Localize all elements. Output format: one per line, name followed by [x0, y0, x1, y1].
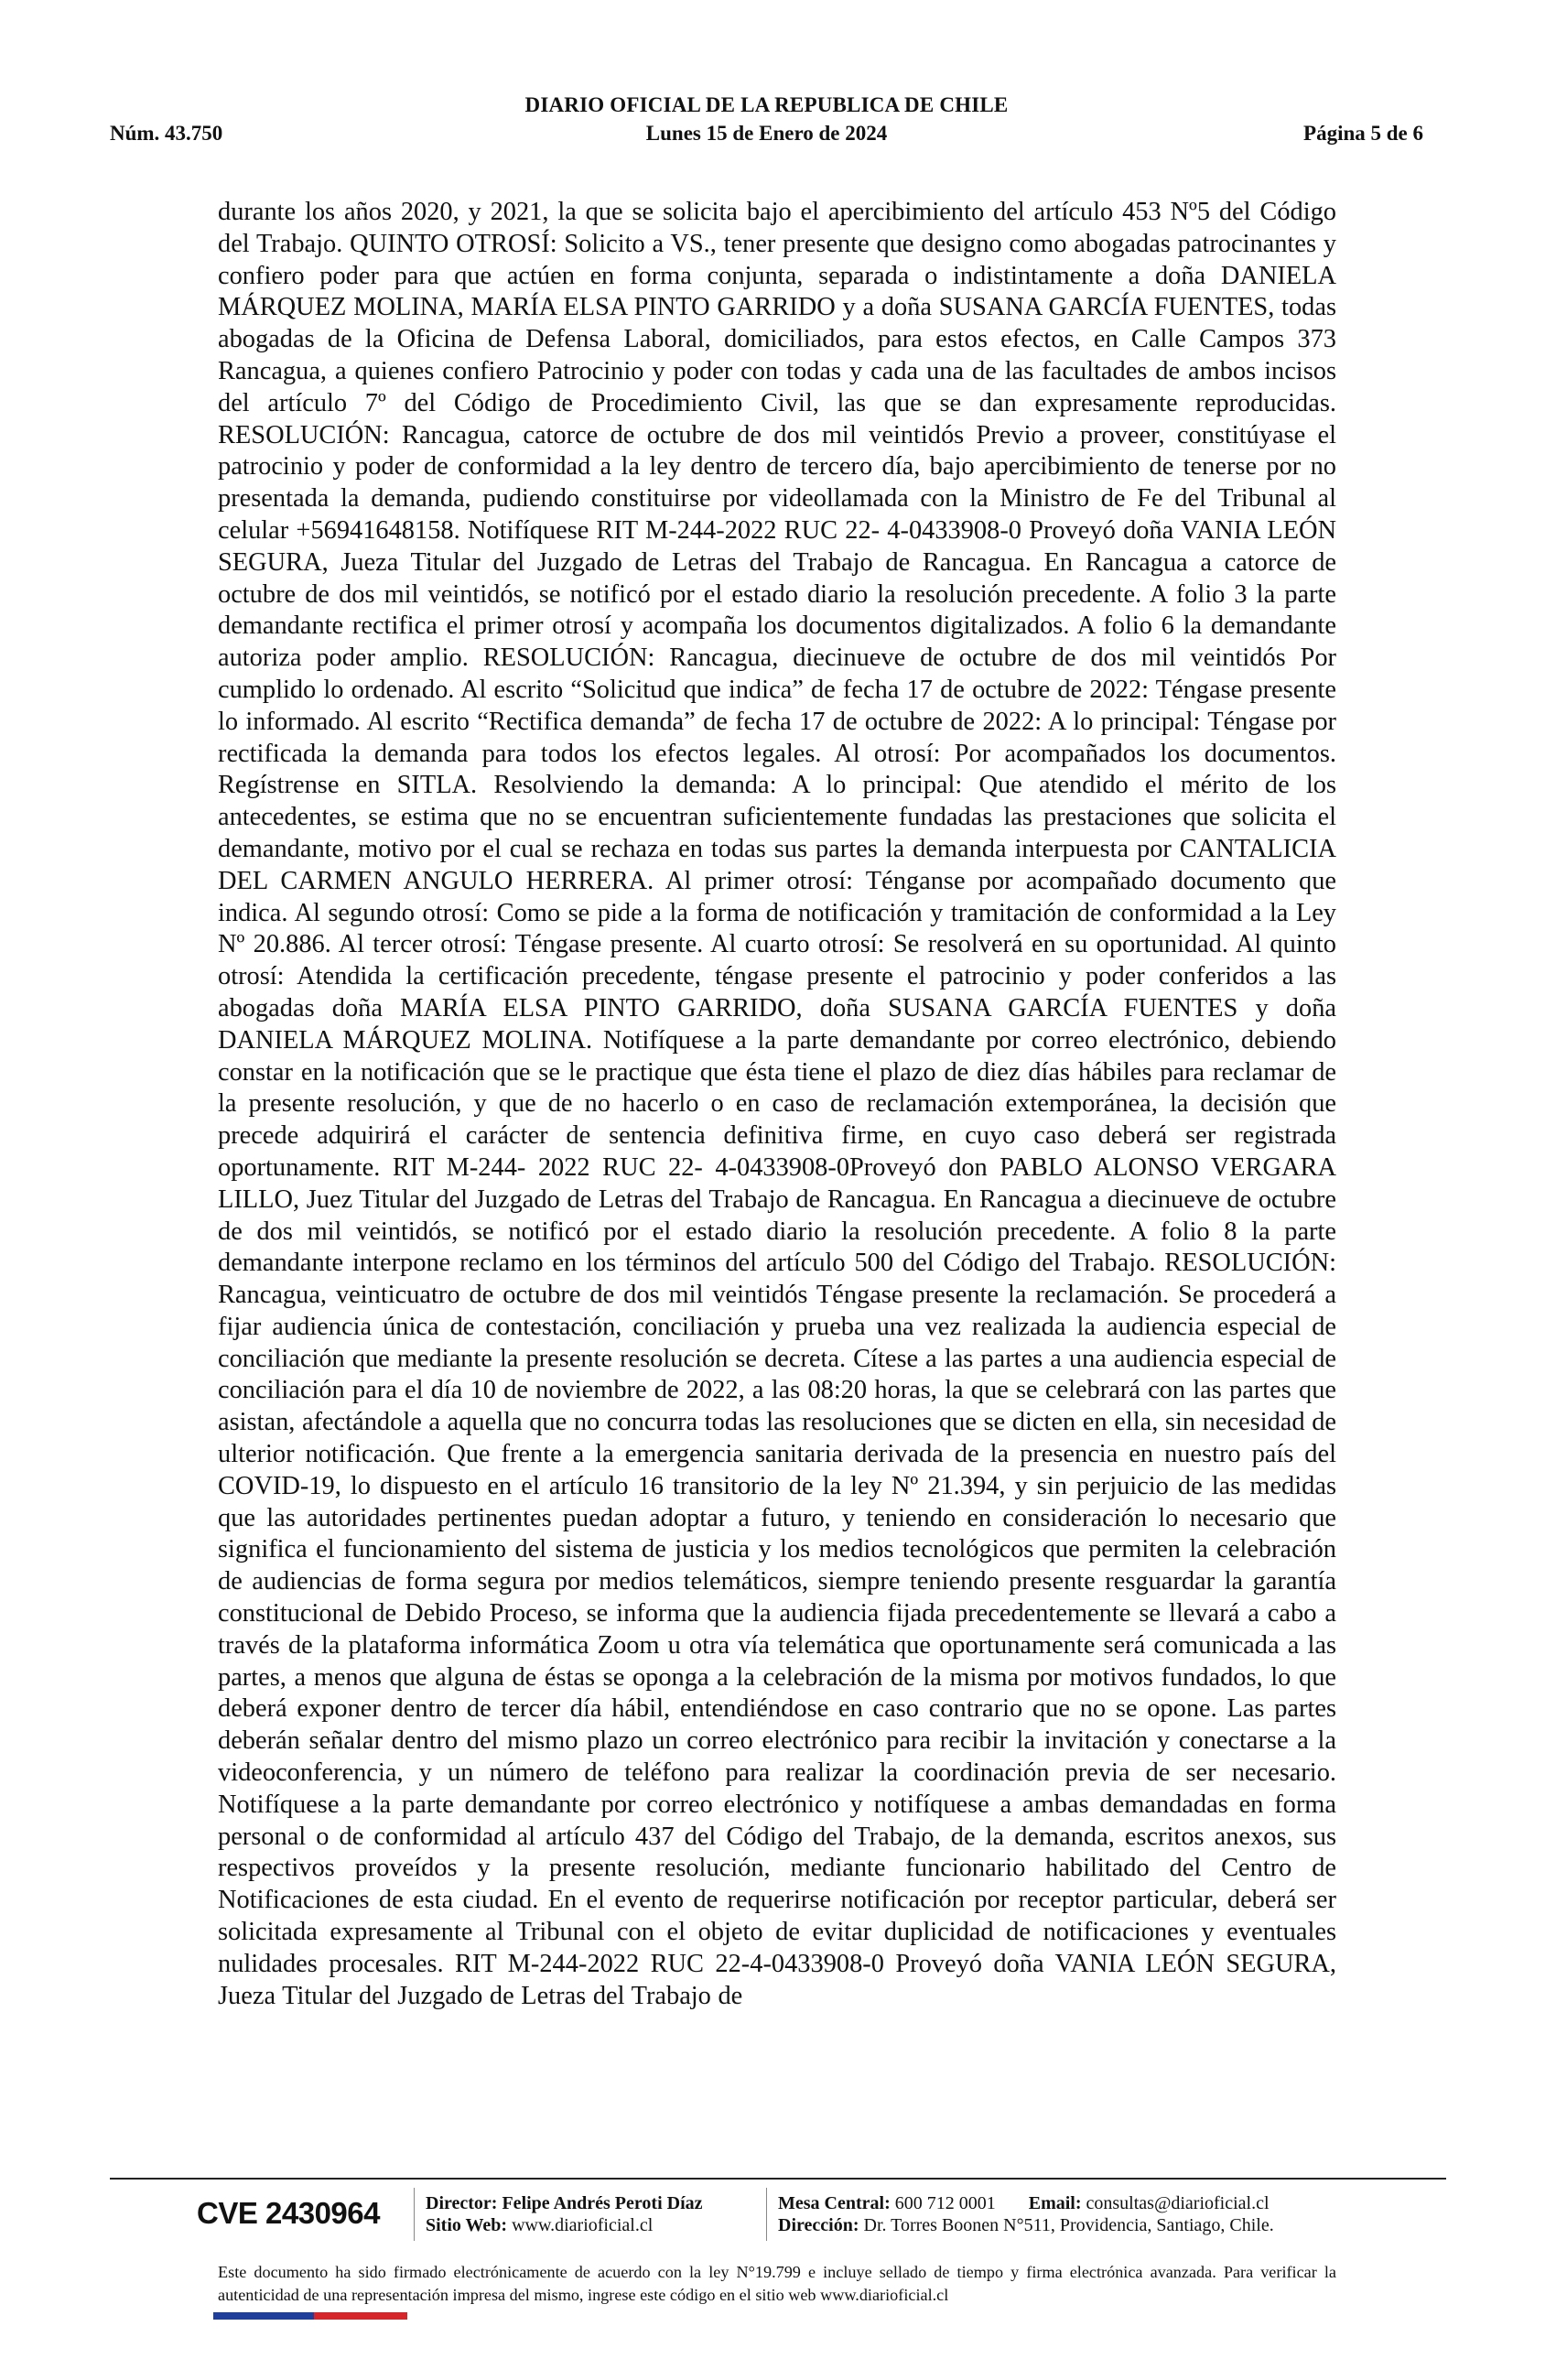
- issue-date: Lunes 15 de Enero de 2024: [645, 122, 888, 145]
- email-label: Email:: [1028, 2193, 1082, 2213]
- signature-disclaimer: Este documento ha sido firmado electrónicamente de acuerdo con la ley N°19.799 e incluye sellado de tiempo y firma electrónica avanzada. Para verificar la autenticidad de una representación impresa del mismo, ingrese este código en el sitio web www.diarioficial.cl: [218, 2263, 1336, 2304]
- director-line: [426, 2192, 703, 2214]
- page-header: [110, 92, 1423, 156]
- director-name: Felipe Andrés Peroti Díaz: [502, 2193, 703, 2213]
- footer-separator: [414, 2188, 415, 2241]
- phone-email-line: [778, 2192, 1274, 2214]
- cve-code: CVE 2430964: [197, 2196, 380, 2230]
- issue-number: Núm. 43.750: [110, 122, 223, 145]
- website-label: Sitio Web:: [426, 2215, 508, 2235]
- phone-number: 600 712 0001: [894, 2193, 996, 2213]
- flag-stripe: [213, 2312, 407, 2320]
- phone-label: Mesa Central:: [778, 2193, 891, 2213]
- director-label: Director:: [426, 2193, 498, 2213]
- footer-contact-left: [426, 2192, 703, 2236]
- flag-blue-segment: [213, 2312, 314, 2320]
- footer-separator: [766, 2188, 767, 2241]
- website-line: [426, 2214, 703, 2236]
- address-value: Dr. Torres Boonen N°511, Providencia, Santiago, Chile.: [863, 2215, 1274, 2235]
- page-indicator: Página 5 de 6: [1303, 122, 1423, 145]
- body-paragraph: durante los años 2020, y 2021, la que se solicita bajo el apercibimiento del artículo 453 Nº5 del Código del Trabajo. QUINTO OTROSÍ: Solicito a VS., tener presente que designo como abogadas patrocinantes y confiero poder para que actúen en forma conjunta, separada o indistintamente a doña DANIELA MÁRQUEZ MOLINA, MARÍA ELSA PINTO GARRIDO y a doña SUSANA GARCÍA FUENTES, todas abogadas de la Oficina de Defensa Laboral, domiciliados, para estos efectos, en Calle Campos 373 Rancagua, a quienes confiero Patrocinio y poder con todas y cada una de las facultades de ambos incisos del artículo 7º del Código de Procedimiento Civil, las que se dan expresamente reproducidas. RESOLUCIÓN: Rancagua, catorce de octubre de dos mil veintidós Previo a proveer, constitúyase el patrocinio y poder de conformidad a la ley dentro de tercero día, bajo apercibimiento de tenerse por no presentada la demanda, pudiendo constituirse por videollamada con la Ministro de Fe del Tribunal al celular +56941648158. Notifíquese RIT M-244-2022 RUC 22- 4-0433908-0 Proveyó doña VANIA LEÓN SEGURA, Jueza Titular del Juzgado de Letras del Trabajo de Rancagua. En Rancagua a catorce de octubre de dos mil veintidós, se notificó por el estado diario la resolución precedente. A folio 3 la parte demandante rectifica el primer otrosí y acompaña los documentos digitalizados. A folio 6 la demandante autoriza poder amplio. RESOLUCIÓN: Rancagua, diecinueve de octubre de dos mil veintidós Por cumplido lo ordenado. Al escrito “Solicitud que indica” de fecha 17 de octubre de 2022: Téngase presente lo informado. Al escrito “Rectifica demanda” de fecha 17 de octubre de 2022: A lo principal: Téngase por rectificada la demanda para todos los efectos legales. Al otrosí: Por acompañados los documentos. Regístrense en SITLA. Resolviendo la demanda: A lo principal: Que atendido el mérito de los antecedentes, se estima que no se encuentran suficientemente fundadas las prestaciones que solicita el demandante, motivo por el cual se rechaza en todas sus partes la demanda interpuesta por CANTALICIA DEL CARMEN ANGULO HERRERA. Al primer otrosí: Ténganse por acompañado documento que indica. Al segundo otrosí: Como se pide a la forma de notificación y tramitación de conformidad a la Ley Nº 20.886. Al tercer otrosí: Téngase presente. Al cuarto otrosí: Se resolverá en su oportunidad. Al quinto otrosí: Atendida la certificación precedente, téngase presente el patrocinio y poder conferidos a las abogadas doña MARÍA ELSA PINTO GARRIDO, doña SUSANA GARCÍA FUENTES y doña DANIELA MÁRQUEZ MOLINA. Notifíquese a la parte demandante por correo electrónico, debiendo constar en la notificación que se le practique que ésta tiene el plazo de diez días hábiles para reclamar de la presente resolución, y que de no hacerlo o en caso de reclamación extemporánea, la decisión que precede adquirirá el carácter de sentencia definitiva firme, en cuyo caso deberá ser registrada oportunamente. RIT M-244- 2022 RUC 22- 4-0433908-0Proveyó don PABLO ALONSO VERGARA LILLO, Juez Titular del Juzgado de Letras del Trabajo de Rancagua. En Rancagua a diecinueve de octubre de dos mil veintidós, se notificó por el estado diario la resolución precedente. A folio 8 la parte demandante interpone reclamo en los términos del artículo 500 del Código del Trabajo. RESOLUCIÓN: Rancagua, veinticuatro de octubre de dos mil veintidós Téngase presente la reclamación. Se procederá a fijar audiencia única de contestación, conciliación y prueba una vez realizada la audiencia especial de conciliación que mediante la presente resolución se decreta. Cítese a las partes a una audiencia especial de conciliación para el día 10 de noviembre de 2022, a las 08:20 horas, la que se celebrará con las partes que asistan, afectándole a aquella que no concurra todas las resoluciones que se dicten en ella, sin necesidad de ulterior notificación. Que frente a la emergencia sanitaria derivada de la presencia en nuestro país del COVID-19, lo dispuesto en el artículo 16 transitorio de la ley Nº 21.394, y sin perjuicio de las medidas que las autoridades pertinentes puedan adoptar a futuro, y teniendo en consideración lo necesario que significa el funcionamiento del sistema de justicia y los medios tecnológicos que permiten la celebración de audiencias de forma segura por medios telemáticos, siempre teniendo presente resguardar la garantía constitucional de Debido Proceso, se informa que la audiencia fijada precedentemente se llevará a cabo a través de la plataforma informática Zoom u otra vía telemática que oportunamente será comunicada a las partes, a menos que alguna de éstas se oponga a la celebración de la misma por motivos fundados, lo que deberá exponer dentro de tercer día hábil, entendiéndose en caso contrario que no se opone. Las partes deberán señalar dentro del mismo plazo un correo electrónico para recibir la invitación y conectarse a la videoconferencia, y un número de teléfono para realizar la coordinación previa de ser necesario. Notifíquese a la parte demandante por correo electrónico y notifíquese a ambas demandadas en forma personal o de conformidad al artículo 437 del Código del Trabajo, de la demanda, escritos anexos, sus respectivos proveídos y la presente resolución, mediante funcionario habilitado del Centro de Notificaciones de esta ciudad. En el evento de requerirse notificación por receptor particular, deberá ser solicitada expresamente al Tribunal con el objeto de evitar duplicidad de notificaciones y eventuales nulidades procesales. RIT M-244-2022 RUC 22-4-0433908-0 Proveyó doña VANIA LEÓN SEGURA, Jueza Titular del Juzgado de Letras del Trabajo de: [218, 198, 1336, 2010]
- flag-red-segment: [314, 2312, 407, 2320]
- address-label: Dirección:: [778, 2215, 859, 2235]
- website-link[interactable]: www.diarioficial.cl: [512, 2215, 654, 2235]
- email-link[interactable]: consultas@diarioficial.cl: [1086, 2193, 1270, 2213]
- footer-contact-right: [778, 2192, 1274, 2236]
- footer-divider: [110, 2178, 1446, 2180]
- publication-title: DIARIO OFICIAL DE LA REPUBLICA DE CHILE: [524, 93, 1009, 116]
- address-line: [778, 2214, 1274, 2236]
